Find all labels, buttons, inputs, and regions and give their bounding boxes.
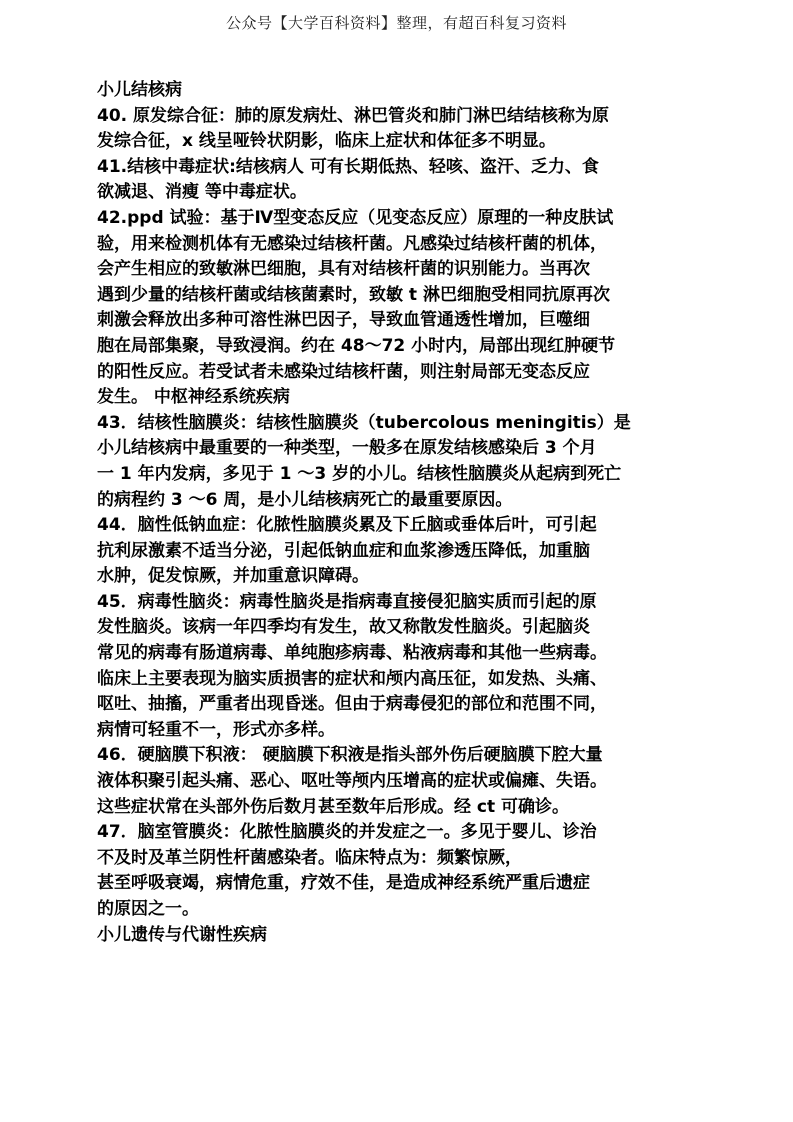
text-line: 甚至呼吸衰竭，病情危重，疗效不佳，是造成神经系统严重后遗症 (97, 873, 590, 894)
text-line: 刺激会释放出多种可溶性淋巴因子，导致血管通透性增加，巨噬细 (97, 310, 590, 331)
text-line: 43．结核性脑膜炎：结核性脑膜炎（tubercolous meningitis）是 (97, 412, 631, 433)
text-line: 的病程约 3 ～6 周，是小儿结核病死亡的最重要原因。 (97, 489, 513, 510)
text-line: 发生。 中枢神经系统疾病 (97, 387, 290, 408)
text-line: 遇到少量的结核杆菌或结核菌素时，致敏 t 淋巴细胞受相同抗原再次 (97, 284, 610, 305)
text-line: 一 1 年内发病，多见于 1 ～3 岁的小儿。结核性脑膜炎从起病到死亡 (97, 463, 622, 484)
text-line: 44．脑性低钠血症：化脓性脑膜炎累及下丘脑或垂体后叶，可引起 (97, 515, 597, 536)
page-header: 公众号【大学百科资料】整理，有超百科复习资料 (225, 14, 567, 32)
text-line: 发综合征，x 线呈哑铃状阴影，临床上症状和体征多不明显。 (97, 131, 556, 152)
text-line: 常见的病毒有肠道病毒、单纯胞疹病毒、粘液病毒和其他一些病毒。 (97, 643, 607, 664)
text-line: 的原因之一。 (97, 899, 199, 919)
text-line: 45．病毒性脑炎：病毒性脑炎是指病毒直接侵犯脑实质而引起的原 (97, 591, 597, 612)
text-line: 验，用来检测机体有无感染过结核杆菌。凡感染过结核杆菌的机体， (97, 233, 607, 254)
text-line: 呕吐、抽搐，严重者出现昏迷。但由于病毒侵犯的部位和范围不同， (97, 694, 607, 715)
text-line: 的阳性反应。若受试者未感染过结核杆菌，则注射局部无变态反应 (97, 361, 590, 382)
text-line: 临床上主要表现为脑实质损害的症状和颅内高压征，如发热、头痛、 (97, 668, 607, 689)
text-line: 发性脑炎。该病一年四季均有发生，故又称散发性脑炎。引起脑炎 (97, 617, 590, 638)
document-body (97, 78, 699, 948)
text-line: 不及时及革兰阴性杆菌感染者。临床特点为：频繁惊厥， (97, 847, 522, 868)
text-line: 40. 原发综合征：肺的原发病灶、淋巴管炎和肺门淋巴结结核称为原 (97, 105, 610, 126)
text-line: 小儿结核病中最重要的一种类型，一般多在原发结核感染后 3 个月 (97, 438, 597, 459)
text-line: 胞在局部集聚，导致浸润。约在 48～72 小时内，局部出现红肿硬节 (97, 335, 616, 356)
section-heading: 小儿遗传与代谢性疾病 (97, 924, 267, 945)
text-line: 病情可轻重不一，形式亦多样。 (97, 719, 335, 740)
text-line: 会产生相应的致敏淋巴细胞，具有对结核杆菌的识别能力。当再次 (97, 259, 590, 280)
text-line: 水肿，促发惊厥，并加重意识障碍。 (97, 566, 369, 587)
text-line: 抗利尿激素不适当分泌，引起低钠血症和血浆渗透压降低，加重脑 (97, 540, 590, 561)
text-line: 46．硬脑膜下积液： 硬脑膜下积液是指头部外伤后硬脑膜下腔大量 (97, 745, 603, 766)
text-line: 47．脑室管膜炎：化脓性脑膜炎的并发症之一。多见于婴儿、诊治 (97, 822, 597, 843)
text-line: 欲减退、消瘦 等中毒症状。 (97, 182, 307, 203)
text-line: 液体积聚引起头痛、恶心、呕吐等颅内压增高的症状或偏瘫、失语。 (97, 771, 607, 792)
section-heading: 小儿结核病 (97, 80, 182, 100)
text-line: 42.ppd 试验：基于Ⅳ型变态反应（见变态反应）原理的一种皮肤试 (97, 207, 614, 228)
text-line: 这些症状常在头部外伤后数月甚至数年后形成。经 ct 可确诊。 (97, 796, 570, 817)
text-line: 41.结核中毒症状:结核病人 可有长期低热、轻咳、盗汗、乏力、食 (97, 156, 599, 177)
